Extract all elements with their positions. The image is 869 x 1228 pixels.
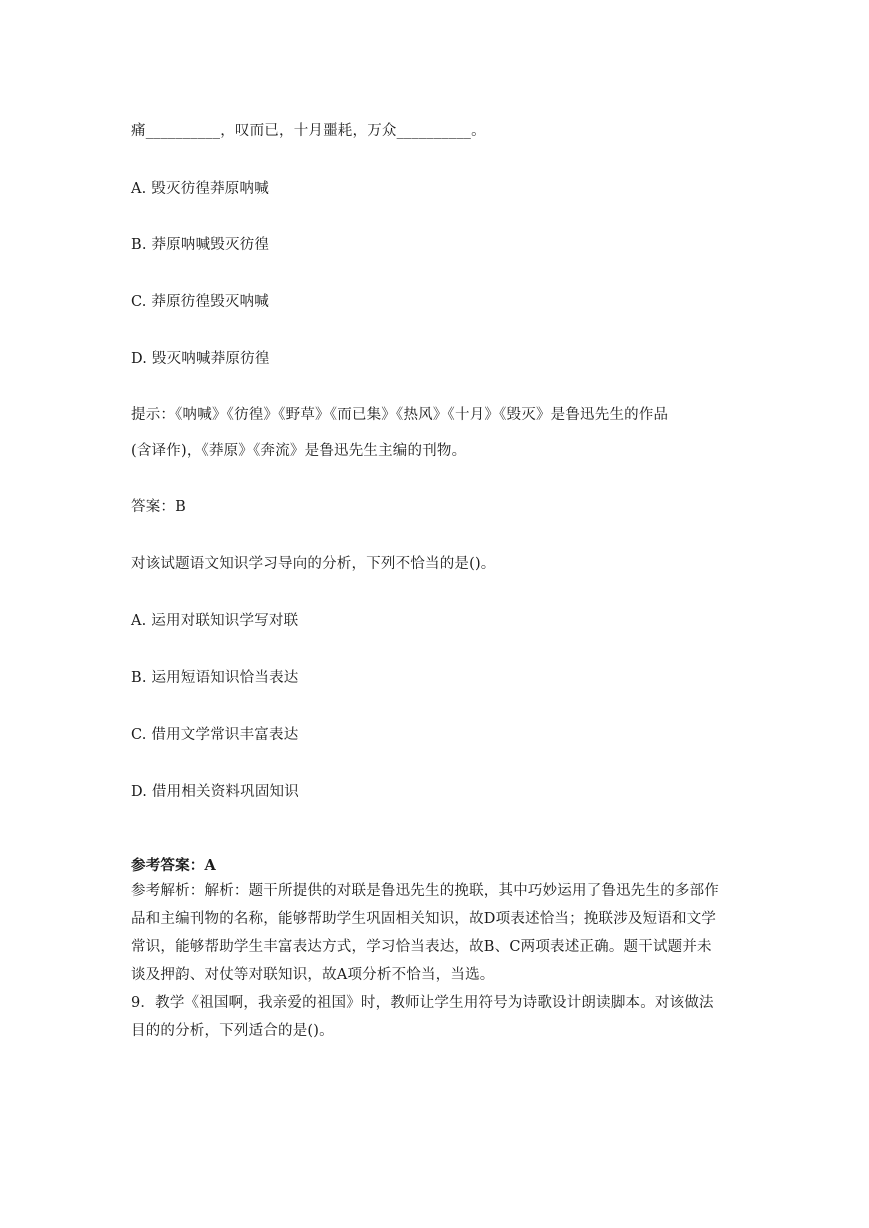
analysis-line-4: 谈及押韵、对仗等对联知识，故A项分析不恰当，当选。 bbox=[131, 967, 495, 983]
option-d-2: D. 借用相关资料巩固知识 bbox=[131, 784, 299, 800]
option-b-1: B. 莽原呐喊毁灭彷徨 bbox=[131, 237, 270, 253]
reference-answer: 参考答案：A bbox=[131, 857, 216, 874]
question-fragment: 痛__________，叹而已，十月噩耗，万众__________。 bbox=[131, 123, 486, 139]
analysis-line-2: 品和主编刊物的名称，能够帮助学生巩固相关知识，故D项表述恰当；挽联涉及短语和文学 bbox=[131, 911, 717, 927]
option-a-2: A. 运用对联知识学写对联 bbox=[131, 613, 299, 629]
question-9-line-2: 目的的分析，下列适合的是()。 bbox=[131, 1023, 334, 1039]
analysis-line-1: 参考解析：解析：题干所提供的对联是鲁迅先生的挽联，其中巧妙运用了鲁迅先生的多部作 bbox=[131, 883, 719, 899]
analysis-line-3: 常识，能够帮助学生丰富表达方式，学习恰当表达，故B、C两项表述正确。题干试题并未 bbox=[131, 939, 712, 955]
hint-line-1: 提示：《呐喊》《彷徨》《野草》《而已集》《热风》《十月》《毁灭》是鲁迅先生的作品 bbox=[131, 407, 669, 423]
option-b-2: B. 运用短语知识恰当表达 bbox=[131, 670, 299, 686]
option-a-1: A. 毁灭彷徨莽原呐喊 bbox=[131, 181, 269, 197]
answer-1: 答案：B bbox=[131, 499, 186, 515]
option-d-1: D. 毁灭呐喊莽原彷徨 bbox=[131, 351, 270, 367]
option-c-1: C. 莽原彷徨毁灭呐喊 bbox=[131, 294, 269, 310]
hint-line-2: (含译作)，《莽原》《奔流》是鲁迅先生主编的刊物。 bbox=[131, 443, 467, 459]
question-2: 对该试题语文知识学习导向的分析，下列不恰当的是()。 bbox=[131, 556, 496, 572]
question-9-line-1: 9．教学《祖国啊，我亲爱的祖国》时，教师让学生用符号为诗歌设计朗读脚本。对该做法 bbox=[131, 995, 714, 1011]
option-c-2: C. 借用文学常识丰富表达 bbox=[131, 727, 299, 743]
